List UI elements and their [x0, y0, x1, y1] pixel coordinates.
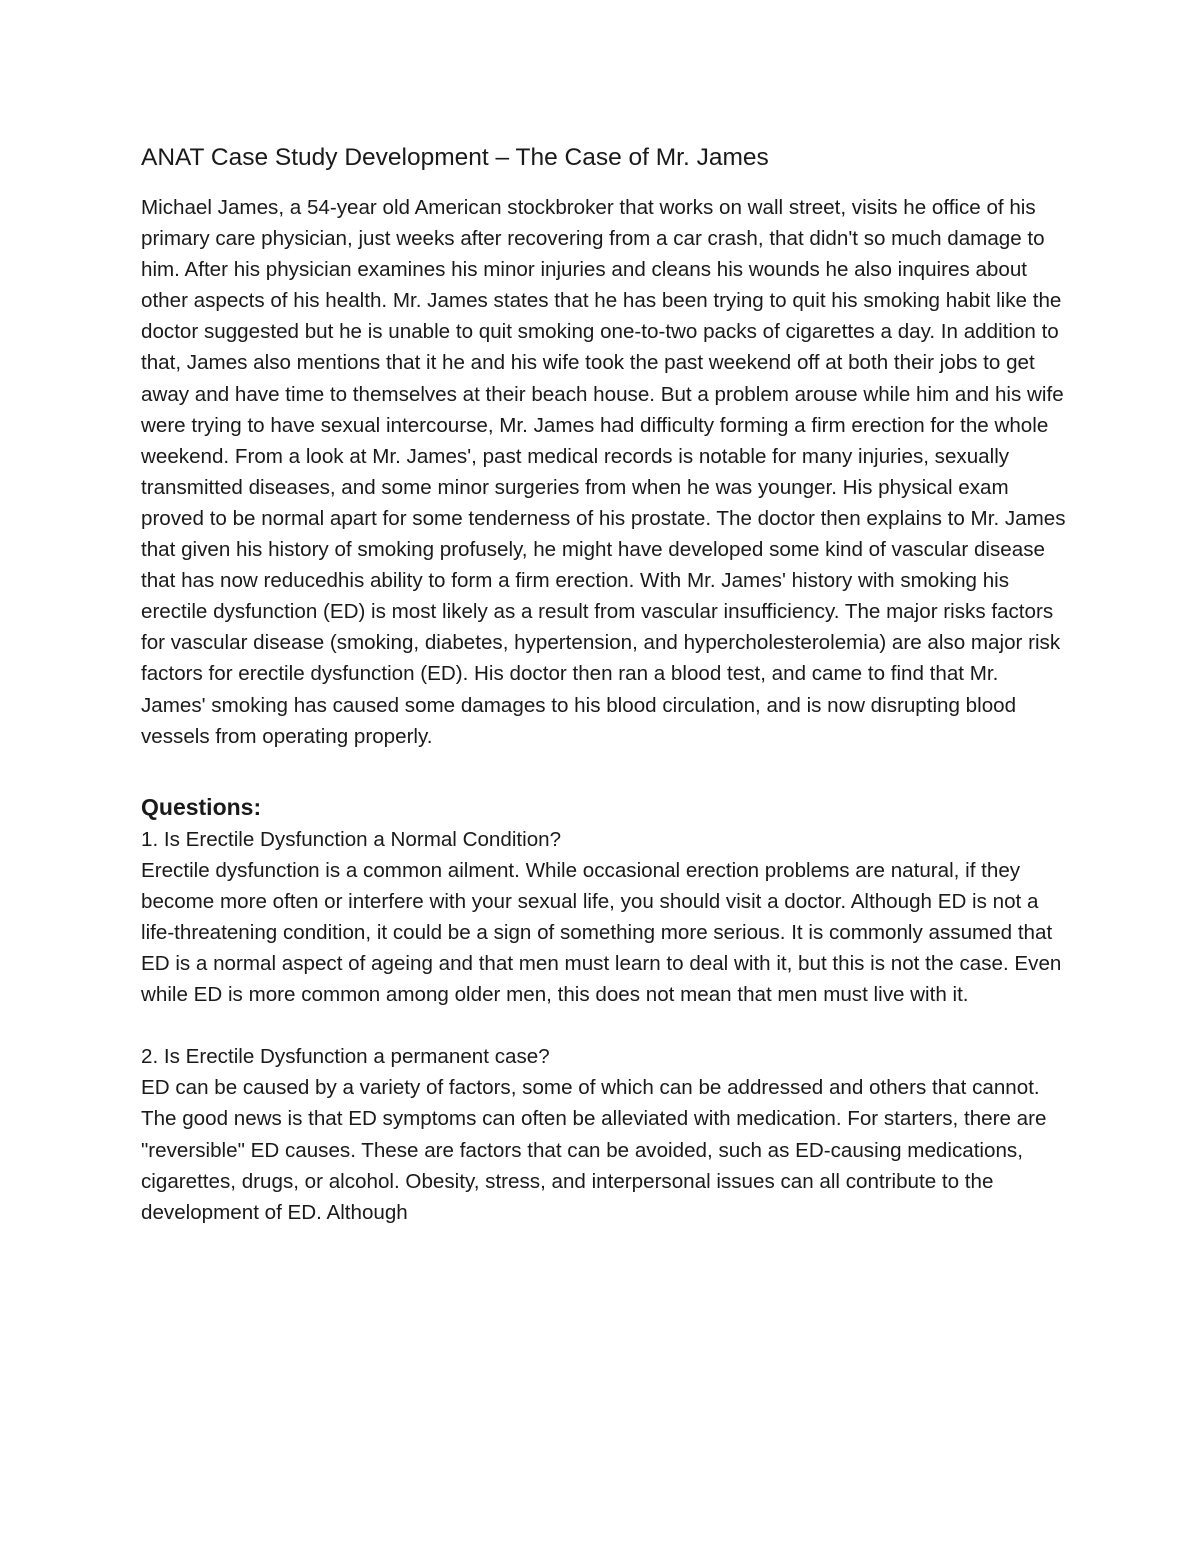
question-block-1	[141, 824, 1066, 1011]
question-answer: Erectile dysfunction is a common ailment. While occasional erection problems are natural, if they become more often or interfere with your sexual life, you should visit a doctor. Although ED is not a life-threatening condition, it could be a sign of something more serious. It is commonly assumed that ED is a normal aspect of ageing and that men must learn to deal with it, but this is not the case. Even while ED is more common among older men, this does not mean that men must live with it.	[141, 858, 1062, 1007]
document-page	[141, 136, 1066, 1228]
case-description-paragraph: Michael James, a 54-year old American stockbroker that works on wall street, visits he office of his primary care physician, just weeks after recovering from a car crash, that didn't so much damage to him. After his physician examines his minor injuries and cleans his wounds he also inquires about other aspects of his health. Mr. James states that he has been trying to quit his smoking habit like the doctor suggested but he is unable to quit smoking one-to-two packs of cigarettes a day. In addition to that, James also mentions that it he and his wife took the past weekend off at both their jobs to get away and have time to themselves at their beach house. But a problem arouse while him and his wife were trying to have sexual intercourse, Mr. James had difficulty forming a firm erection for the whole weekend. From a look at Mr. James', past medical records is notable for many injuries, sexually transmitted diseases, and some minor surgeries from when he was younger. His physical exam proved to be normal apart for some tenderness of his prostate. The doctor then explains to Mr. James that given his history of smoking profusely, he might have developed some kind of vascular disease that has now reducedhis ability to form a firm erection. With Mr. James' history with smoking his erectile dysfunction (ED) is most likely as a result from vascular insufficiency. The major risks factors for vascular disease (smoking, diabetes, hypertension, and hypercholesterolemia) are also major risk factors for erectile dysfunction (ED). His doctor then ran a blood test, and came to find that Mr. James' smoking has caused some damages to his blood circulation, and is now disrupting blood vessels from operating properly.	[141, 196, 1066, 748]
question-title: 2. Is Erectile Dysfunction a permanent case?	[141, 1045, 550, 1069]
question-title: 1. Is Erectile Dysfunction a Normal Condition?	[141, 827, 562, 851]
document-title: ANAT Case Study Development – The Case of Mr. James	[141, 144, 769, 171]
question-block-2	[141, 1041, 1066, 1228]
question-answer: ED can be caused by a variety of factors, some of which can be addressed and others that cannot. The good news is that ED symptoms can often be alleviated with medication. For starters, there are "reversible" ED causes. These are factors that can be avoided, such as ED-causing medications, cigarettes, drugs, or alcohol. Obesity, stress, and interpersonal issues can all contribute to the development of ED. Although	[141, 1076, 1047, 1224]
questions-heading: Questions:	[141, 793, 262, 820]
